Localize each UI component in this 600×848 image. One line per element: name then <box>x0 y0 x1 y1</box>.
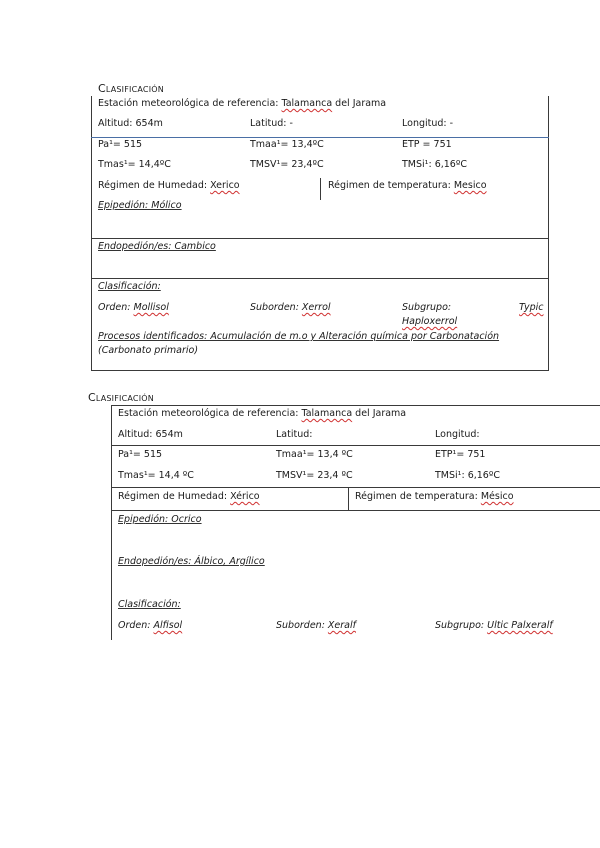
processes-line-2: (Carbonato primario) <box>98 345 199 356</box>
altitude: Altitud: 654m <box>98 118 163 129</box>
moisture-label: Régimen de Humedad: <box>98 180 211 191</box>
table-top-border <box>111 405 600 406</box>
subgroup-label: Subgrupo: <box>435 620 488 631</box>
order-value: Mollisol <box>133 302 169 313</box>
endopedon: Endopedión/es: Cambico <box>98 241 216 252</box>
moisture-regime <box>118 491 260 502</box>
tmas-value: Tmas¹= 14,4ºC <box>98 159 171 170</box>
altitude: Altitud: 654m <box>118 429 183 440</box>
etp-value: ETP¹= 751 <box>435 449 486 460</box>
order-value: Alfisol <box>153 620 183 631</box>
subgroup-value: Haploxerrol <box>402 316 458 327</box>
temperature-regime <box>355 491 514 502</box>
tmaa-value: Tmaa¹= 13,4ºC <box>250 139 324 150</box>
station-label: Estación meteorológica de referencia: <box>98 98 282 109</box>
order <box>98 302 169 313</box>
table-left-border <box>111 405 112 640</box>
row-divider <box>111 510 600 511</box>
endopedon: Endopedión/es: Álbico, Argílico <box>118 556 265 567</box>
subgroup-value: Ultic Palxeralf <box>487 620 553 631</box>
subgroup-extra: Typic <box>519 302 544 313</box>
tmsi-value: TMSi¹: 6,16ºC <box>435 470 500 481</box>
temperature-value: Mésico <box>480 491 514 502</box>
tmsv-value: TMSV¹= 23,4 ºC <box>276 470 353 481</box>
suborder-value: Xeralf <box>327 620 356 631</box>
station-suffix: del Jarama <box>332 98 387 109</box>
row-divider <box>91 238 549 239</box>
suborder-label: Suborden: <box>250 302 302 313</box>
moisture-value: Xerico <box>210 180 240 191</box>
classification-label: Clasificación: <box>98 281 161 292</box>
heading-initial: C <box>88 391 96 404</box>
tmas-value: Tmas¹= 14,4 ºC <box>118 470 194 481</box>
order-label: Orden: <box>118 620 154 631</box>
etp-value: ETP = 751 <box>402 139 452 150</box>
subgroup <box>435 620 553 631</box>
subgroup-label: Subgrupo: <box>402 302 452 313</box>
temperature-regime <box>328 180 487 191</box>
processes-line-1: Procesos identificados: Acumulación de m.o y Alteración química por Carbonatación <box>98 331 500 342</box>
suborder <box>276 620 356 631</box>
tmaa-value: Tmaa¹= 13,4 ºC <box>276 449 353 460</box>
tmsi-value: TMSi¹: 6,16ºC <box>402 159 467 170</box>
heading-rest: LASIFICACIÓN <box>95 394 154 403</box>
temperature-label: Régimen de temperatura: <box>355 491 481 502</box>
pa-value: Pa¹= 515 <box>98 139 143 150</box>
station-name: Talamanca <box>281 98 333 109</box>
section-heading <box>88 391 154 404</box>
pa-value: Pa¹= 515 <box>118 449 163 460</box>
station-name: Talamanca <box>301 408 353 419</box>
row-divider <box>91 278 549 279</box>
order-label: Orden: <box>98 302 134 313</box>
column-divider <box>348 488 349 510</box>
latitude: Latitud: - <box>250 118 293 129</box>
longitude: Longitud: <box>435 429 480 440</box>
temperature-value: Mesico <box>453 180 487 191</box>
column-divider <box>320 178 321 200</box>
row-divider <box>111 487 600 488</box>
heading-initial: C <box>98 82 106 95</box>
tmsv-value: TMSV¹= 23,4ºC <box>250 159 324 170</box>
suborder <box>250 302 331 313</box>
table-bottom-border <box>91 370 549 371</box>
epipedon: Epipedión: Mólico <box>98 200 182 211</box>
order <box>118 620 182 631</box>
epipedon: Epipedión: Ocrico <box>118 514 202 525</box>
row-divider <box>91 137 549 138</box>
moisture-label: Régimen de Humedad: <box>118 491 231 502</box>
station-reference <box>98 98 386 109</box>
moisture-regime <box>98 180 240 191</box>
section-heading <box>98 82 164 95</box>
moisture-value: Xérico <box>230 491 260 502</box>
latitude: Latitud: <box>276 429 313 440</box>
temperature-label: Régimen de temperatura: <box>328 180 454 191</box>
station-reference <box>118 408 406 419</box>
longitude: Longitud: - <box>402 118 454 129</box>
row-divider <box>111 445 600 446</box>
heading-rest: LASIFICACIÓN <box>105 85 164 94</box>
classification-label: Clasificación: <box>118 599 181 610</box>
suborder-label: Suborden: <box>276 620 328 631</box>
station-suffix: del Jarama <box>352 408 407 419</box>
suborder-value: Xerrol <box>301 302 331 313</box>
station-label: Estación meteorológica de referencia: <box>118 408 302 419</box>
